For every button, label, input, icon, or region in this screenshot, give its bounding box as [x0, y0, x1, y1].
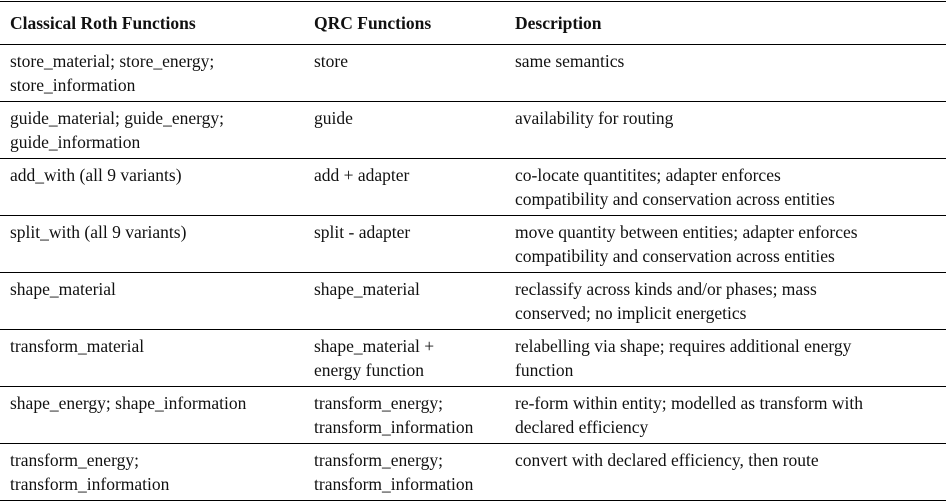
- description-cell: convert with declared efficiency, then route: [505, 444, 946, 501]
- qrc-function-cell: add + adapter: [304, 159, 505, 216]
- table-row: [0, 387, 946, 444]
- classical-function-cell: transform_material: [0, 330, 304, 387]
- description-cell: reclassify across kinds and/or phases; mass conserved; no implicit energetics: [505, 273, 946, 330]
- qrc-function-cell: store: [304, 45, 505, 102]
- table-row: [0, 102, 946, 159]
- qrc-function-cell: split - adapter: [304, 216, 505, 273]
- classical-function-cell: add_with (all 9 variants): [0, 159, 304, 216]
- classical-function-cell: shape_energy; shape_information: [0, 387, 304, 444]
- description-cell: re-form within entity; modelled as transform with declared efficiency: [505, 387, 946, 444]
- qrc-function-cell: shape_material: [304, 273, 505, 330]
- classical-function-cell: guide_material; guide_energy; guide_information: [0, 102, 304, 159]
- classical-function-cell: shape_material: [0, 273, 304, 330]
- description-cell: move quantity between entities; adapter enforces compatibility and conservation across entities: [505, 216, 946, 273]
- classical-function-cell: split_with (all 9 variants): [0, 216, 304, 273]
- table-row: [0, 444, 946, 501]
- table-row: [0, 216, 946, 273]
- classical-function-cell: transform_energy; transform_information: [0, 444, 304, 501]
- description-cell: same semantics: [505, 45, 946, 102]
- header-qrc-functions: QRC Functions: [304, 2, 505, 45]
- function-mapping-table: [0, 1, 946, 501]
- description-cell: co-locate quantitites; adapter enforces compatibility and conservation across entities: [505, 159, 946, 216]
- qrc-function-cell: guide: [304, 102, 505, 159]
- table-row: [0, 273, 946, 330]
- table-row: [0, 45, 946, 102]
- qrc-function-cell: shape_material + energy function: [304, 330, 505, 387]
- description-cell: relabelling via shape; requires additional energy function: [505, 330, 946, 387]
- classical-function-cell: store_material; store_energy; store_information: [0, 45, 304, 102]
- description-cell: availability for routing: [505, 102, 946, 159]
- qrc-function-cell: transform_energy; transform_information: [304, 444, 505, 501]
- table-row: [0, 159, 946, 216]
- table-header-row: [0, 2, 946, 45]
- header-description: Description: [505, 2, 946, 45]
- table-row: [0, 330, 946, 387]
- header-classical-roth-functions: Classical Roth Functions: [0, 2, 304, 45]
- qrc-function-cell: transform_energy; transform_information: [304, 387, 505, 444]
